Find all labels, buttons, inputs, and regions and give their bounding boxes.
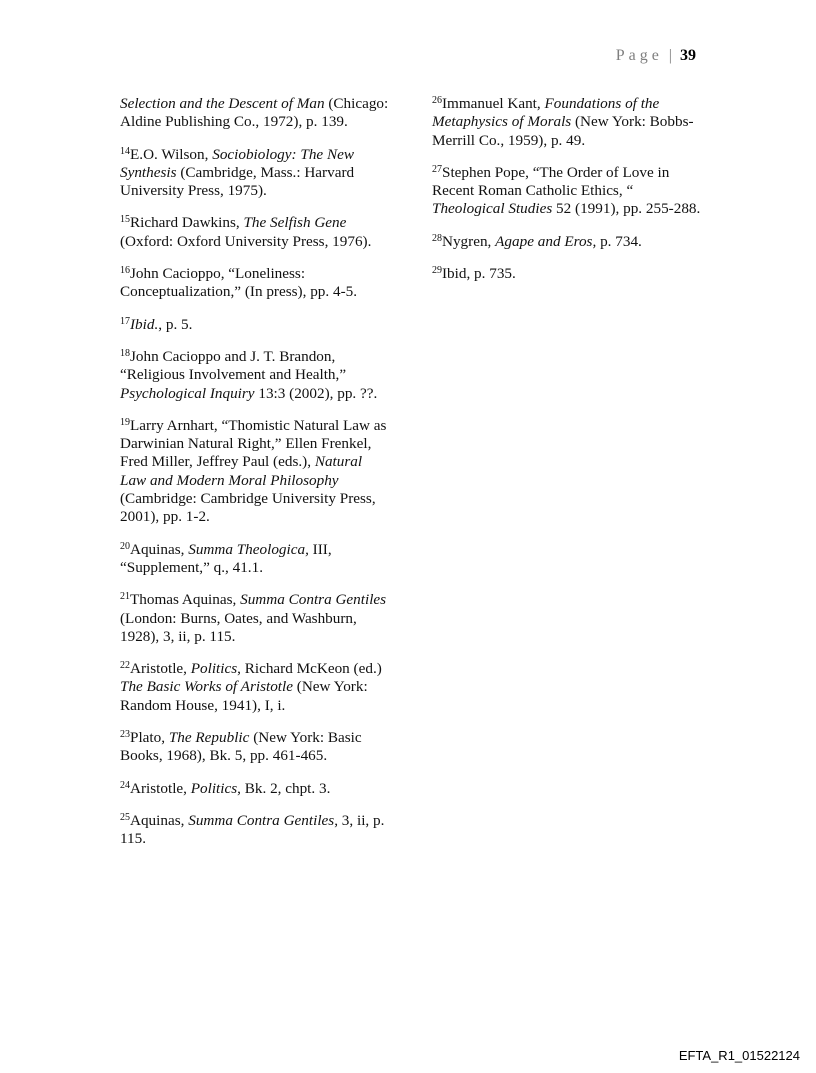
footnote-title: The Republic — [168, 729, 250, 747]
footnote — [432, 95, 704, 150]
footnote-title: Agape and Eros, — [495, 232, 597, 250]
footnote-title: Politics — [190, 660, 238, 678]
footnote — [120, 729, 392, 766]
footnote-title: Natural Law and Modern Moral Philosophy — [120, 453, 363, 489]
footnote-text: Aristotle, — [130, 660, 191, 678]
footnote-text: E.O. Wilson, — [130, 145, 213, 163]
footnote-number: 28 — [432, 232, 442, 244]
footnote-text: Richard Dawkins, — [130, 214, 244, 232]
page-separator: | — [668, 47, 672, 64]
footnote-text: , 3, ii, p. 115. — [120, 811, 385, 848]
footnote-text: (New York: Bobbs-Merrill Co., 1959), p. 49. — [432, 113, 694, 149]
footnote — [120, 812, 392, 849]
footnote-number: 24 — [120, 779, 130, 791]
footnote — [432, 164, 704, 219]
footnote-text: (Chicago: Aldine Publishing Co., 1972), p. 139. — [120, 95, 389, 131]
footnote-title: Summa Contra Gentiles — [188, 811, 335, 829]
footnote-text: III, “Supplement,” q., 41.1. — [120, 540, 332, 576]
footnote-text: Aristotle, — [130, 779, 191, 797]
footnote-text: (New York: Basic Books, 1968), Bk. 5, pp. 461-465. — [120, 729, 362, 765]
footnote-title: The Selfish Gene — [243, 214, 347, 232]
footnote-text: (Cambridge: Cambridge University Press, 2001), pp. 1-2. — [120, 490, 376, 526]
footnote-number: 20 — [120, 540, 130, 552]
footnote — [120, 541, 392, 578]
footnote-text: Plato, — [130, 729, 169, 747]
footnote-title: The Basic Works of Aristotle — [120, 678, 293, 696]
footnote-text: Stephen Pope, “The Order of Love in Recent Roman Catholic Ethics, “ — [432, 163, 670, 200]
footnote — [120, 591, 392, 646]
footnote-number: 14 — [120, 145, 130, 157]
footnote-number: 17 — [120, 315, 130, 327]
page-header — [616, 47, 696, 65]
footnote-text: Nygren, — [442, 232, 496, 250]
footnote-text: Immanuel Kant, — [442, 95, 545, 112]
footnote-text: (London: Burns, Oates, and Washburn, 1928), 3, ii, p. 115. — [120, 609, 357, 645]
document-id: EFTA_R1_01522124 — [678, 1048, 800, 1063]
footnote — [120, 146, 392, 201]
footnote-text: (Oxford: Oxford University Press, 1976). — [120, 232, 372, 250]
footnote-text: Aquinas, — [130, 811, 189, 829]
footnote-text: , p. 5. — [158, 315, 193, 333]
footnote-number: 19 — [120, 416, 130, 428]
footnote-text: Ibid, p. 735. — [442, 265, 516, 283]
footnote-number: 27 — [432, 163, 442, 175]
footnote-title: Theological Studies — [432, 200, 553, 218]
page-number: 39 — [680, 47, 696, 64]
footnote — [120, 214, 392, 251]
footnote-number: 16 — [120, 265, 130, 277]
footnote-title: Selection and the Descent of Man — [120, 95, 325, 112]
footnote — [120, 95, 392, 132]
footnote — [120, 417, 392, 527]
footnote-title: Summa Theologica, — [188, 540, 309, 558]
footnote-text: John Cacioppo and J. T. Brandon, “Religious Involvement and Health,” — [120, 347, 347, 384]
footnotes-right-column — [432, 95, 704, 297]
footnotes-left-column — [120, 95, 392, 863]
footnote — [120, 348, 392, 403]
footnote-text: 13:3 (2002), pp. ??. — [254, 384, 378, 402]
footnote — [120, 265, 392, 302]
footnote-text: Aquinas, — [130, 540, 189, 558]
footnote-text: John Cacioppo, “Loneliness: Conceptualization,” (In press), pp. 4-5. — [120, 265, 358, 301]
footnote-text: p. 734. — [596, 232, 642, 250]
footnote-text: Larry Arnhart, “Thomistic Natural Law as Darwinian Natural Right,” Ellen Frenkel, Fred Miller, Jeffrey Paul (eds.), — [120, 416, 387, 471]
footnote-title: Foundations of the Metaphysics of Morals — [432, 95, 660, 131]
footnote-number: 21 — [120, 591, 130, 603]
footnote-text: , Richard McKeon (ed.) — [237, 660, 382, 678]
footnote-number: 26 — [432, 95, 442, 106]
footnote-text: , Bk. 2, chpt. 3. — [237, 779, 331, 797]
footnote — [432, 233, 704, 251]
page-label: Page — [615, 47, 663, 64]
footnote-number: 25 — [120, 811, 130, 823]
footnote-number: 29 — [432, 265, 442, 277]
footnote — [120, 660, 392, 715]
footnote — [120, 780, 392, 798]
footnote-number: 15 — [120, 214, 130, 226]
footnote-title: Politics — [190, 779, 238, 797]
footnote-number: 18 — [120, 347, 130, 359]
footnote-text: 52 (1991), pp. 255-288. — [552, 200, 701, 218]
footnote — [432, 265, 704, 283]
footnote-text: (New York: Random House, 1941), I, i. — [120, 678, 368, 714]
footnote-number: 22 — [120, 660, 130, 672]
footnote-number: 23 — [120, 729, 130, 741]
footnote-title: Ibid. — [130, 315, 159, 333]
footnote-text: Thomas Aquinas, — [130, 591, 241, 609]
footnote-title: Psychological Inquiry — [120, 384, 255, 402]
footnote-title: Sociobiology: The New Synthesis — [120, 145, 354, 181]
footnote-title: Summa Contra Gentiles — [240, 591, 387, 609]
footnote-text: (Cambridge, Mass.: Harvard University Press, 1975). — [120, 163, 355, 200]
footnote — [120, 316, 392, 334]
